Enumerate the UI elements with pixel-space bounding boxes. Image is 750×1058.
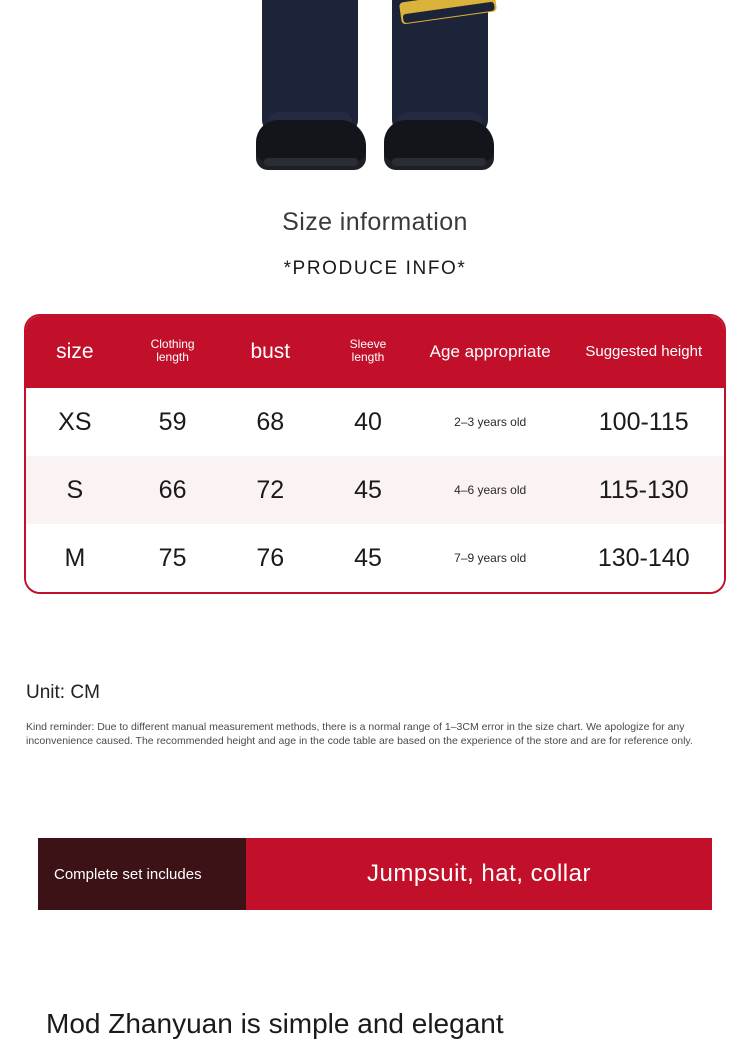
cell-bust: 72 [221, 456, 319, 524]
header-bust [221, 316, 319, 388]
size-chart-body [26, 388, 724, 592]
cell-size: S [26, 456, 124, 524]
header-bust-label: bust [250, 340, 291, 363]
header-sleeve-length-label [350, 338, 387, 364]
size-chart-table [26, 316, 724, 592]
cell-bust: 68 [221, 388, 319, 456]
table-row [26, 524, 724, 592]
complete-set-label: Complete set includes [38, 838, 246, 910]
header-sleeve-length-line2: length [351, 350, 385, 364]
cell-height: 130-140 [563, 524, 724, 592]
cell-age: 7–9 years old [417, 524, 564, 592]
cell-bust: 76 [221, 524, 319, 592]
header-sleeve-length-line1: Sleeve [349, 337, 387, 351]
product-photo [0, 0, 750, 200]
complete-set-value: Jumpsuit, hat, collar [246, 838, 712, 910]
header-clothing-length-line1: Clothing [150, 337, 195, 351]
cell-clothing-length: 59 [124, 388, 222, 456]
table-row [26, 388, 724, 456]
header-height-label: Suggested height [585, 343, 703, 360]
unit-label: Unit: CM [26, 682, 100, 703]
cell-size: XS [26, 388, 124, 456]
cell-height: 100-115 [563, 388, 724, 456]
cell-sleeve-length: 40 [319, 388, 417, 456]
cell-height: 115-130 [563, 456, 724, 524]
header-clothing-length-label [151, 338, 195, 364]
size-chart [24, 314, 726, 594]
header-age [417, 316, 564, 388]
header-sleeve-length [319, 316, 417, 388]
cell-clothing-length: 66 [124, 456, 222, 524]
header-size [26, 316, 124, 388]
boot-right [384, 120, 494, 170]
cell-sleeve-length: 45 [319, 524, 417, 592]
cell-age: 4–6 years old [417, 456, 564, 524]
table-header-row [26, 316, 724, 388]
cell-age: 2–3 years old [417, 388, 564, 456]
header-clothing-length-line2: length [156, 350, 189, 364]
complete-set-bar [38, 838, 712, 910]
boot-left [256, 120, 366, 170]
header-height [563, 316, 724, 388]
cell-sleeve-length: 45 [319, 456, 417, 524]
kind-reminder-text: Kind reminder: Due to different manual measurement methods, there is a normal range of 1–3CM error in the size chart. We apologize for any inconvenience caused. The recommended height and age in the code table are based on the experience of the store and are for reference only. [26, 721, 693, 747]
cell-size: M [26, 524, 124, 592]
header-clothing-length [124, 316, 222, 388]
produce-info-heading: *PRODUCE INFO* [283, 258, 467, 279]
table-row [26, 456, 724, 524]
header-age-label: Age appropriate [429, 342, 551, 361]
header-size-label: size [56, 340, 94, 363]
size-information-heading: Size information [282, 208, 468, 236]
cell-clothing-length: 75 [124, 524, 222, 592]
size-chart-header [26, 316, 724, 388]
jumpsuit-leg-left [262, 0, 358, 134]
product-photo-legs [262, 0, 488, 154]
bottom-tagline: Mod Zhanyuan is simple and elegant [46, 1008, 504, 1039]
